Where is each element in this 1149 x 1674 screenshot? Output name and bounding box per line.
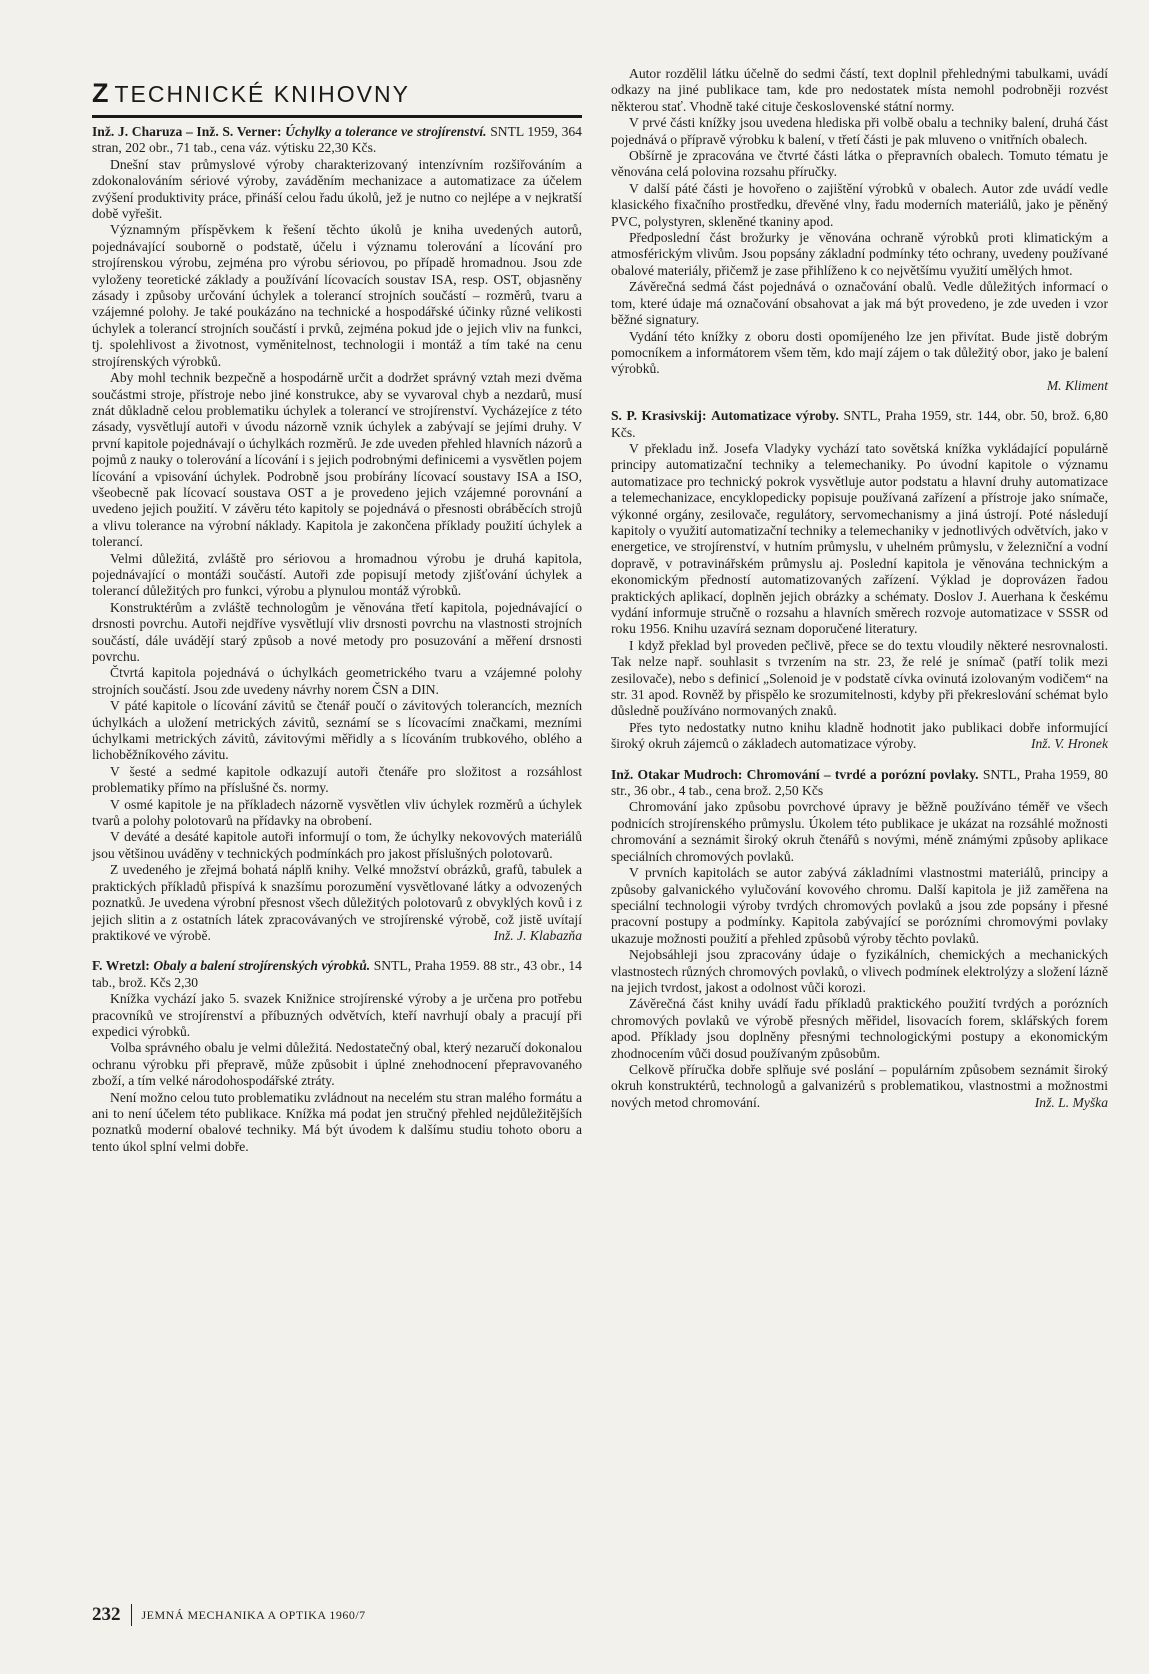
paragraph: V deváté a desáté kapitole autoři informují o tom, že úchylky nekovových materiálů jsou většinou uváděny v technických podmínkách pro jakost příslušných polotovarů. — [92, 829, 582, 861]
review-publication: SNTL, Praha 1959, str. 144, obr. 50, brož. 6,80 Kčs. — [611, 408, 1109, 440]
paragraph: V páté kapitole o lícování závitů se čtenář poučí o závitových tolerancích, mezních úchylkách a uložení metrických závitů, seznámí se s lícovacími značkami, mezními úchylkami metrických závitů, závitovými měřidly a s lícováním trubkového, oblého a lichoběžníkového závitu. — [92, 698, 582, 763]
paragraph: Vydání této knížky z oboru dosti opomíjeného lze jen přivítat. Bude jistě dobrým pomocníkem a informátorem všem těm, kdo mají zájem o tak důležitý obor, jako je balení výrobků. — [611, 328, 1108, 377]
paragraph: V osmé kapitole je na příkladech názorně vysvětlen vliv úchylek rozměrů a úchylek tvarů a polohy polotovarů na přídavky na obrobení. — [92, 796, 582, 829]
review-author: S. P. Krasivskij: — [611, 408, 707, 424]
paragraph: I když překlad byl proveden pečlivě, přece se do textu vloudily některé nesrovnalosti. Tak nelze např. souhlasit s tvrzením na str. 23, že relé je snímač (patří tolik mezi zesilovače), nebo s definicí „Solenoid je v podstatě cívka ovinutá izolovaným vodičem“ na str. 31 apod. Rovněž by přispělo ke srozumitelnosti, kdyby při překreslování schémat bylo důsledně používáno normovaných znaků. — [611, 637, 1108, 719]
paragraph: Dnešní stav průmyslové výroby charakterizovaný intenzívním rozšiřováním a zdokonalováním sériové výroby, zaváděním mechanizace a automatizace za účelem zvýšení produktivity práce, přináší celou řadu úkolů, jež je nutno co nejlépe a v nejkratší době vyřešit. — [92, 156, 582, 222]
reviewer-signature: Inž. V. Hronek — [1030, 736, 1108, 752]
review-author: Inž. Otakar Mudroch: — [611, 766, 743, 782]
review-wretzl-continued — [611, 66, 1108, 394]
page-number: 232 — [92, 1604, 121, 1625]
paragraph — [611, 720, 1108, 753]
paragraph: Autor rozdělil látku účelně do sedmi částí, text doplnil přehlednými tabulkami, uvádí odkazy na jiné publikace tam, kde pro nedostatek místa nemohl podrobněji rozvést některou stať. Vhodně také cituje československé státní normy. — [611, 66, 1108, 114]
review-author: Inž. J. Charuza – Inž. S. Verner: — [92, 124, 282, 139]
section-heading — [92, 78, 582, 118]
paragraph: Volba správného obalu je velmi důležitá. Nedostatečný obal, který nezaručí dokonalou ochranu výrobku při přepravě, může způsobit i úplné znehodnocení přepravovaného zboží, a tím velké národohospodářské ztráty. — [92, 1040, 582, 1089]
review-publication: SNTL, Praha 1959. 88 str., 43 obr., 14 tab., brož. Kčs 2,30 — [92, 958, 582, 990]
paragraph: Knížka vychází jako 5. svazek Knižnice strojírenské výroby a je určena pro potřebu pracovníků ve strojírenství a příbuzných odvětvích, kteří navrhují obaly a pracují při expedici výrobků. — [92, 991, 582, 1039]
paragraph: Předposlední část brožurky je věnována ochraně výrobků proti klimatickým a atmosférickým vlivům. Jsou popsány základní podmínky této ochrany, uvedeny používané obalové materiály, přičemž je zase přihlíženo k co největšímu využití umělých hmot. — [611, 230, 1108, 278]
section-heading-text: TECHNICKÉ KNIHOVNY — [114, 81, 410, 107]
reviewer-signature: M. Kliment — [1046, 377, 1108, 393]
paragraph: Závěrečná část knihy uvádí řadu příkladů praktického použití tvrdých a porózních chromových povlaků ve výrobě přesných měřidel, lisovacích forem, sklářských forem apod. Příklady jsou doplněny přesnými technologickými postupy a ekonomickým zhodnocením vůči dosud používaným způsobům. — [611, 996, 1108, 1061]
page-footer — [92, 1604, 366, 1626]
review-publication: SNTL, Praha 1959, 80 str., 36 obr., 4 tab., cena brož. 2,50 Kčs — [611, 766, 1108, 799]
review-krasivskij — [611, 408, 1108, 753]
paragraph: V další páté části je hovořeno o zajištění výrobků v obalech. Autor zde uvádí vedle klasického fixačního prostředku, dřevěné vlny, řadu moderních materiálů, jako je pěněný PVC, polystyren, skleněné tkaniny apod. — [611, 180, 1108, 229]
right-column — [611, 66, 1108, 1125]
review-charuza-verner — [92, 124, 582, 944]
review-title: Obaly a balení strojírenských výrobků. — [153, 958, 371, 974]
paragraph: V překladu inž. Josefa Vladyky vychází tato sovětská knížka vykládající populárně principy automatizační techniky a telemechaniky. Po úvodní kapitole o významu automatizace pro technický pokrok vysvětluje autor podstatu a hlavní druhy automatizace a telemechanizace, encyklopedicky popisuje používaná zařízení a přístroje jako snímače, výkonné orgány, zesilovače, regulátory, servomechanismy a jiná ústrojí. Poté následují kapitoly o využití automatizační techniky a telemechaniky v jednotlivých odvětvích, jako v energetice, ve strojírenství, v hutním průmyslu, v uhelném průmyslu, v železniční a vodní dopravě, v potravinářském průmyslu aj. Poslední kapitola je věnována technickým a ekonomickým předností automatizovaných zařízení. Výklad je doprovázen řadou praktických aplikací, doplněn jejich obrázky a schématy. Doslov J. Auerhana k českému vydání informuje stručně o rozsahu a hlavních směrech rozvoje automatizace v SSSR od roku 1956. Knihu uzavírá seznam doporučené literatury. — [611, 440, 1108, 637]
footer-divider — [131, 1604, 132, 1626]
paragraph: Významným příspěvkem k řešení těchto úkolů je kniha uvedených autorů, pojednávající souborně o podstatě, účelu i významu tolerování a lícování pro strojírenskou výrobu, zejména pro výrobu sériovou, po případě hromadnou. Jsou zde vyloženy teoretické základy a používání lícovacích soustav ISA, resp. OST, objasněny zásady i způsoby určování úchylek a tolerancí strojních součástí – rozměrů, tvaru a vzájemné polohy. Je také poukázáno na technické a hospodářské účinky různé velikosti úchylek a tolerancí strojních součástí i prvků, zejména pokud jde o jejich vliv na funkci, tj. spolehlivost a životnost, vyměnitelnost, technologii i montáž a tím také na cenu strojírenských výrobků. — [92, 222, 582, 369]
review-title: Chromování – tvrdé a porózní povlaky. — [746, 766, 979, 782]
paragraph: V prvních kapitolách se autor zabývá základními vlastnostmi materiálů, principy a způsoby galvanického vylučování kovového chromu. Další kapitola je již zaměřena na speciální technologii výroby tvrdých chromových povlaků a jsou zde popsány i přesné pracovní postupy a podmínky. Kapitola zabývající se porózními chromovými povlaky ukazuje možnosti použití a přehled způsobů výroby těchto povlaků. — [611, 865, 1108, 946]
review-heading — [92, 958, 582, 991]
paragraph: Velmi důležitá, zvláště pro sériovou a hromadnou výrobu je druhá kapitola, pojednávající o montáži součástí. Autoři zde popisují metody zjišťování úchylek a tolerancí důležitých pro funkci, výrobu a plynulou montáž výrobků. — [92, 550, 582, 599]
journal-name: JEMNÁ MECHANIKA A OPTIKA 1960/7 — [141, 1607, 366, 1622]
section-heading-initial: Z — [92, 78, 109, 108]
review-title: Automatizace výroby. — [711, 408, 839, 424]
review-wretzl — [92, 958, 582, 1155]
paragraph: Chromování jako způsobu povrchové úpravy je běžně používáno téměř ve všech podnicích strojírenského průmyslu. Úkolem této publikace je ukázat na rozsáhlé možnosti chromování a seznámit široký okruh čtenářů s novými, méně známými způsoby aplikace speciálních chromových povlaků. — [611, 799, 1108, 864]
paragraph: Aby mohl technik bezpečně a hospodárně určit a dodržet správný vztah mezi dvěma součástmi stroje, přístroje nebo jiné konstrukce, aby se vyvaroval chyb a nezdarů, musí znát důkladně celou problematiku úchylek a tolerancí ve strojírenství. Vycházejíce z této zásady, vysvětlují autoři v úvodu názorně vznik úchylek a zabývají se jejími druhy. V první kapitole pojednávají o úchylkách rozměrů. Je zde uveden přehled hlavních názorů a pojmů z nauky o tolerování a lícování i s jejich podrobnými definicemi a vysvětlen pojem lícování a vpisování úchylek. Podrobně jsou probírány lícovací soustavy ISA a ISO, všeobecně pak lícovací soustava OST a je provedeno jejich vzájemné porovnání a uvedeno jejich použití. V závěru této kapitoly se pojednává o přesnosti obráběcích strojů a vlivu tolerance na výrobní náklady. Kapitola je zakončena příklady použití úchylek a tolerancí. — [92, 370, 582, 550]
review-heading — [611, 767, 1108, 800]
paragraph — [92, 862, 582, 944]
paragraph-text: Celkově příručka dobře splňuje své poslání – populárním způsobem seznámit široký okruh konstruktérů, technologů a galvanizérů s problematikou, vlastnostmi a možnostmi nových metod chromování. — [611, 1061, 1108, 1110]
reviewer-signature: Inž. J. Klabazňa — [493, 927, 582, 943]
paragraph: Obšírně je zpracována ve čtvrté části látka o přepravních obalech. Tomuto tématu je věnována celá polovina rozsahu příručky. — [611, 148, 1108, 180]
paragraph: Závěrečná sedmá část pojednává o označování obalů. Vedle důležitých informací o tom, které údaje má označování obsahovat a jak má být provedeno, je zde uveden i vzor běžné signatury. — [611, 279, 1108, 328]
review-publication: SNTL 1959, 364 stran, 202 obr., 71 tab., cena váz. výtisku 22,30 Kčs. — [92, 124, 582, 156]
left-column — [92, 124, 582, 1169]
reviewer-signature: Inž. L. Myška — [1034, 1094, 1108, 1110]
review-heading — [92, 124, 582, 157]
review-mudroch — [611, 767, 1108, 1112]
paragraph: Čtvrtá kapitola pojednává o úchylkách geometrického tvaru a vzájemné polohy strojních součástí. Jsou zde uvedeny návrhy norem ČSN a DIN. — [92, 665, 582, 697]
paragraph-text: Přes tyto nedostatky nutno knihu kladně hodnotit jako publikaci dobře informující široký okruh zájemců o základech automatizace výroby. — [611, 719, 1108, 752]
review-author: F. Wretzl: — [92, 958, 150, 974]
paragraph-text: Z uvedeného je zřejmá bohatá náplň knihy. Velké množství obrázků, grafů, tabulek a praktických příkladů přispívá k snazšímu porozumění vysvětlované látky a odvozených poznatků. Je uvedena výrobní přesnost všech důležitých polotovarů z obvyklých kovů i z jejich slitin a z ostatních látek zpracovávaných ve strojírenské výrobě, což jistě uvítají praktikové ve výrobě. — [92, 862, 582, 943]
review-heading — [611, 408, 1108, 441]
paragraph: V šesté a sedmé kapitole odkazují autoři čtenáře pro složitost a rozsáhlost problematiky přímo na příslušné čs. normy. — [92, 763, 582, 796]
paragraph: V prvé části knížky jsou uvedena hlediska při volbě obalu a techniky balení, druhá část pojednává o přípravě výrobku k balení, v třetí části je pak mluveno o vnitřních obalech. — [611, 115, 1108, 147]
paragraph — [611, 1062, 1108, 1111]
paragraph: Nejobsáhleji jsou zpracovány údaje o fyzikálních, chemických a mechanických vlastnostech různých chromových povlaků, o vlivech podmínek elektrolýzy a složení lázně na jejich tvrdost, jakost a odolnost vůči korozi. — [611, 947, 1108, 995]
paragraph: Není možno celou tuto problematiku zvládnout na necelém stu stran malého formátu a ani to není účelem této publikace. Knížka má podat jen stručný přehled nejdůležitějších poznatků moderní obalové techniky. Má být úvodem k dalšímu studiu tohoto oboru a tento úkol splní velmi dobře. — [92, 1089, 582, 1154]
paragraph: Konstruktérům a zvláště technologům je věnována třetí kapitola, pojednávající o drsnosti povrchu. Autoři nejdříve vysvětlují vliv drsnosti povrchu na vlastnosti strojních součástí, dále uvádějí starý způsob a nové metody pro posuzování a měření drsnosti povrchu. — [92, 599, 582, 664]
review-title: Úchylky a tolerance ve strojírenství. — [285, 124, 487, 139]
